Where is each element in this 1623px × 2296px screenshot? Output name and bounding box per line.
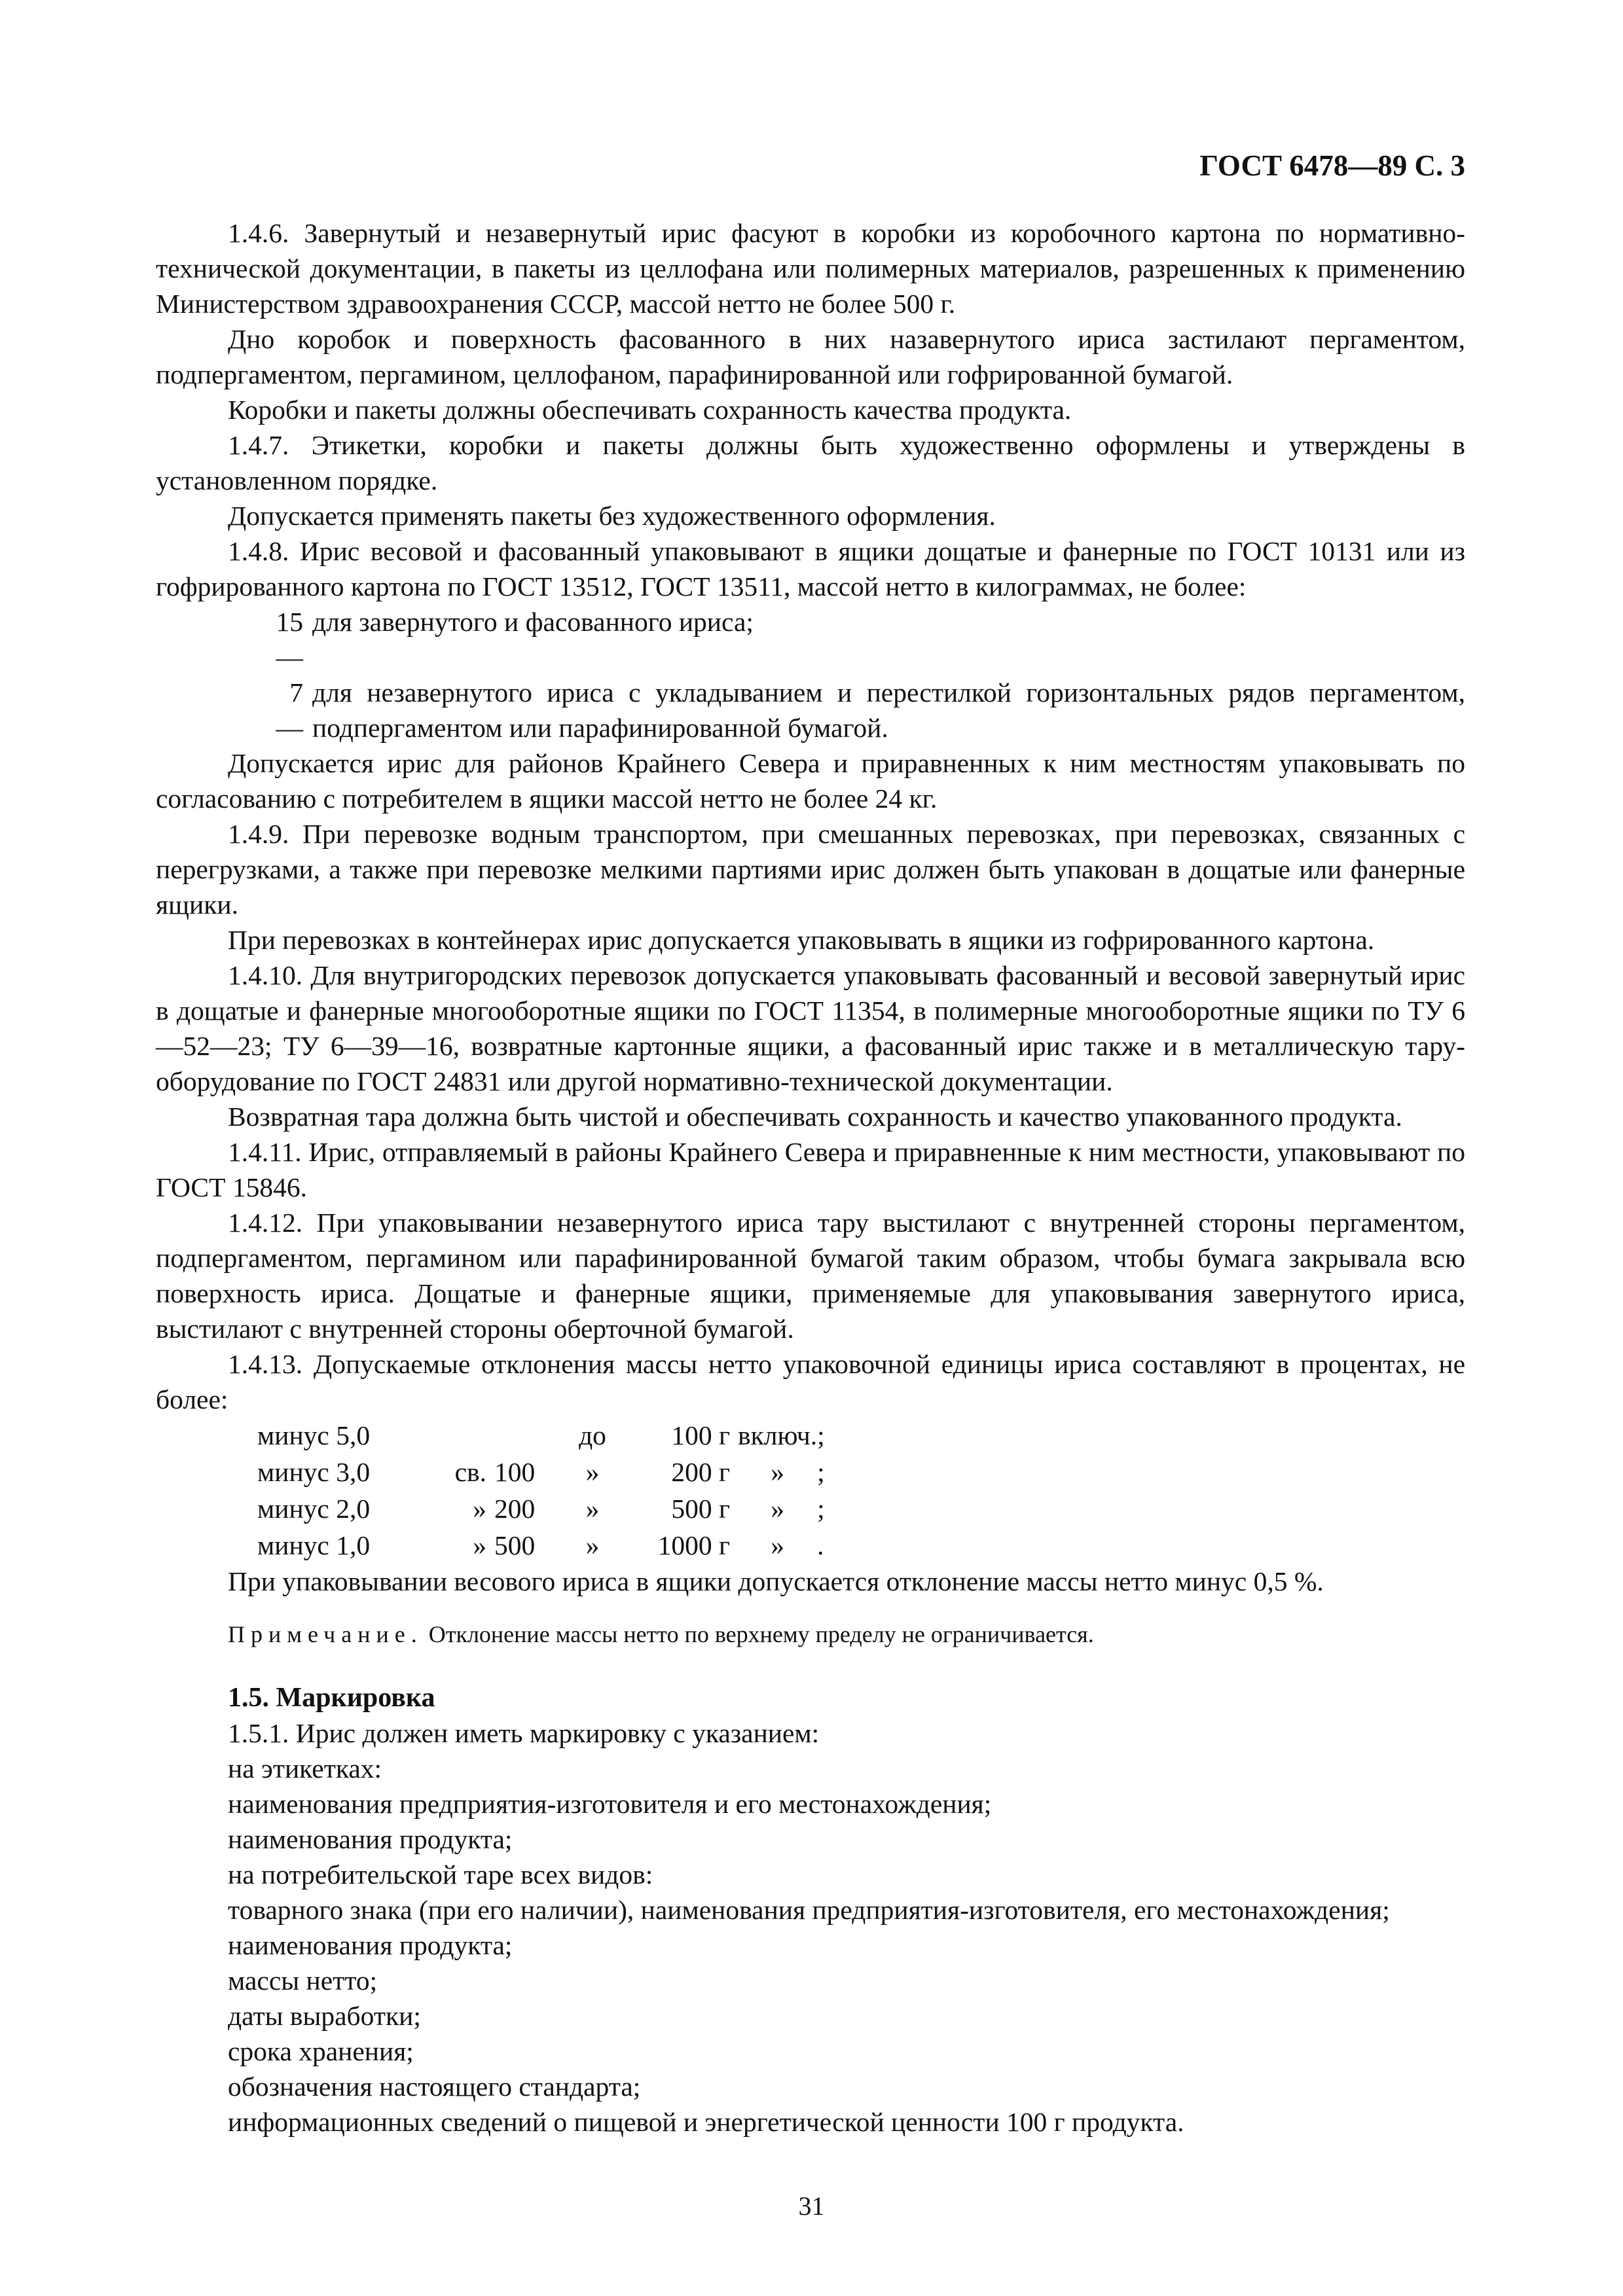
table-row xyxy=(257,1527,843,1564)
table-cell: включ. xyxy=(738,1420,818,1450)
table-cell: 1000 г xyxy=(657,1530,730,1560)
table-row xyxy=(257,1490,843,1527)
paragraph: Возвратная тара должна быть чистой и обеспечивать сохранность и качество упакованного продукта. xyxy=(228,1102,1402,1132)
table-cell: » xyxy=(585,1530,600,1560)
table-cell: минус 3,0 xyxy=(257,1457,371,1487)
mass-list xyxy=(156,604,1465,745)
table-cell: ; xyxy=(817,1494,825,1524)
note-text: Отклонение массы нетто по верхнему пределу не ограничивается. xyxy=(428,1621,1094,1647)
table-cell: » xyxy=(585,1494,600,1524)
marking-line: на этикетках: xyxy=(228,1753,382,1784)
list-number: 7 — xyxy=(276,677,303,743)
table-cell: 100 г xyxy=(671,1420,730,1450)
list-number: 15 — xyxy=(276,607,303,672)
marking-line: массы нетто; xyxy=(228,1965,378,1996)
table-cell xyxy=(494,1417,560,1454)
marking-line: на потребительской таре всех видов: xyxy=(228,1859,653,1890)
page-header: ГОСТ 6478—89 С. 3 xyxy=(1199,149,1465,182)
table-cell: 200 xyxy=(494,1494,536,1524)
paragraph-1-4-12: 1.4.12. При упаковывании незавернутого ириса тару выстилают с внутренней стороны пергаментом, подпергаментом, пергамином или парафинированной бумагой таким образом, чтобы бумага закрывала всю поверхность ириса. Дощатые и фанерные ящики, применяемые для упаковывания завернутого ириса, выстилают с внутренней стороны оберточной бумагой. xyxy=(156,1208,1465,1344)
paragraph: При перевозках в контейнерах ирис допускается упаковывать в ящики из гофрированного картона. xyxy=(228,925,1375,955)
marking-line: обозначения настоящего стандарта; xyxy=(228,2072,641,2102)
table-cell: » xyxy=(585,1457,600,1487)
paragraph-1-4-11: 1.4.11. Ирис, отправляемый в районы Крайнего Севера и приравненные к ним местности, упаковывают по ГОСТ 15846. xyxy=(156,1137,1465,1202)
table-cell: » xyxy=(473,1494,486,1524)
paragraph: Допускается ирис для районов Крайнего Севера и приравненных к ним местностям упаковывать по согласованию с потребителем в ящики массой нетто не более 24 кг. xyxy=(156,748,1465,814)
paragraph-1-4-9: 1.4.9. При перевозке водным транспортом, при смешанных перевозках, при перевозках, связанных с перегрузками, а также при перевозке мелкими партиями ирис должен быть упакован в дощатые или фанерные ящики. xyxy=(156,819,1465,920)
table-row xyxy=(257,1417,843,1454)
table-cell xyxy=(428,1417,494,1454)
marking-line: даты выработки; xyxy=(228,2001,421,2031)
list-text: для незавернутого ириса с укладыванием и перестилкой горизонтальных рядов пергаментом, подпергаментом или парафинированной бумагой. xyxy=(312,677,1465,743)
table-cell: минус 1,0 xyxy=(257,1530,371,1560)
table-cell: минус 5,0 xyxy=(257,1420,371,1450)
table-cell: » xyxy=(771,1530,784,1560)
marking-line: срока хранения; xyxy=(228,2036,414,2066)
table-cell: » xyxy=(771,1457,784,1487)
table-row xyxy=(257,1454,843,1490)
section-title: 1.5. Маркировка xyxy=(228,1683,435,1713)
table-cell: ; xyxy=(817,1457,825,1487)
table-cell: 500 xyxy=(494,1530,536,1560)
table-cell: . xyxy=(817,1530,824,1560)
tolerance-table xyxy=(257,1417,843,1564)
marking-line: наименования предприятия-изготовителя и его местонахождения; xyxy=(228,1789,992,1819)
paragraph-1-4-6: 1.4.6. Завернутый и незавернутый ирис фасуют в коробки из коробочного картона по нормативно-технической документации, в пакеты из целлофана или полимерных материалов, разрешенных к применению Министерством здравоохранения СССР, массой нетто не более 500 г. xyxy=(156,218,1465,319)
note xyxy=(156,1619,1465,1650)
document-page xyxy=(156,147,1465,2140)
paragraph: Дно коробок и поверхность фасованного в них назавернутого ириса застилают пергаментом, подпергаментом, пергамином, целлофаном, парафинированной или гофрированной бумагой. xyxy=(156,324,1465,389)
table-cell: до xyxy=(579,1420,606,1450)
paragraph: При упаковывании весового ириса в ящики допускается отклонение массы нетто минус 0,5 %. xyxy=(228,1566,1324,1596)
table-cell: минус 2,0 xyxy=(257,1494,371,1524)
table-cell: 200 г xyxy=(671,1457,730,1487)
note-label: Примечание. xyxy=(228,1621,423,1647)
marking-line: информационных сведений о пищевой и энергетической ценности 100 г продукта. xyxy=(228,2107,1184,2137)
table-cell: » xyxy=(771,1494,784,1524)
paragraph-1-4-10: 1.4.10. Для внутригородских перевозок допускается упаковывать фасованный и весовой завернутый ирис в дощатые и фанерные многооборотные ящики по ГОСТ 11354, в полимерные многооборотные ящики по ТУ 6—52—23; ТУ 6—39—16, возвратные картонные ящики, а фасованный ирис также и в металлическую тару-оборудование по ГОСТ 24831 или другой нормативно-технической документации. xyxy=(156,960,1465,1096)
paragraph-1-4-8: 1.4.8. Ирис весовой и фасованный упаковывают в ящики дощатые и фанерные по ГОСТ 10131 или из гофрированного картона по ГОСТ 13512, ГОСТ 13511, массой нетто в килограммах, не более: xyxy=(156,536,1465,601)
table-cell: 100 xyxy=(494,1457,536,1487)
marking-line: наименования продукта; xyxy=(228,1930,513,1960)
paragraph: Допускается применять пакеты без художественного оформления. xyxy=(228,501,996,531)
table-cell: 500 г xyxy=(671,1494,730,1524)
table-cell: св. xyxy=(454,1457,486,1487)
marking-line: 1.5.1. Ирис должен иметь маркировку с указанием: xyxy=(228,1718,820,1748)
marking-line: наименования продукта; xyxy=(228,1824,513,1854)
list-text: для завернутого и фасованного ириса; xyxy=(312,607,754,637)
marking-line: товарного знака (при его наличии), наименования предприятия-изготовителя, его местонахождения; xyxy=(228,1895,1390,1925)
paragraph: Коробки и пакеты должны обеспечивать сохранность качества продукта. xyxy=(228,395,1072,425)
paragraph-1-4-13: 1.4.13. Допускаемые отклонения массы нетто упаковочной единицы ириса составляют в процентах, не более: xyxy=(156,1349,1465,1414)
page-number: 31 xyxy=(798,2191,825,2221)
paragraph-1-4-7: 1.4.7. Этикетки, коробки и пакеты должны быть художественно оформлены и утверждены в установленном порядке. xyxy=(156,430,1465,495)
list-item xyxy=(156,604,1465,675)
list-item xyxy=(156,675,1465,745)
table-cell: » xyxy=(473,1530,486,1560)
table-cell: ; xyxy=(817,1420,825,1450)
